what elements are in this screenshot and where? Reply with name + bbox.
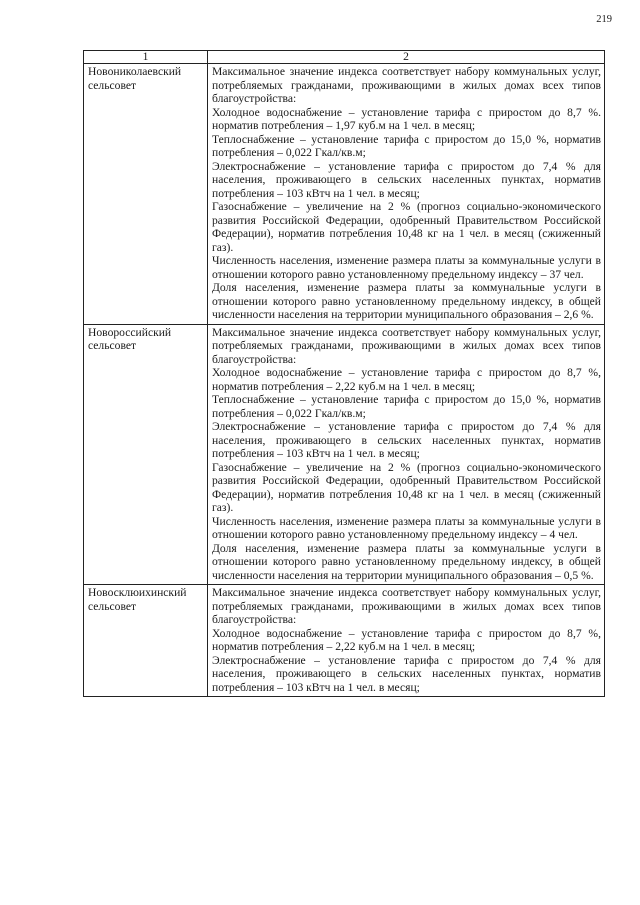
table-row [84, 64, 605, 325]
description-paragraph: Максимальное значение индекса соответствует набору коммунальных услуг, потребляемых гражданами, проживающими в жилых домах всех типов благоустройства: [212, 586, 601, 626]
description-paragraph: Доля населения, изменение размера платы за коммунальные услуги в отношении которого равно установленному предельному индексу, в общей численности населения на территории муниципального образования – 0,5 %. [212, 541, 601, 582]
description-paragraph: Максимальное значение индекса соответствует набору коммунальных услуг, потребляемых гражданами, проживающими в жилых домах всех типов благоустройства: [212, 325, 601, 366]
column-header-1: 1 [84, 51, 208, 64]
page-number: 219 [596, 14, 612, 25]
description-paragraph: Электроснабжение – установление тарифа с приростом до 7,4 % для населения, проживающего в сельских населенных пунктах, норматив потребления – 103 кВтч на 1 чел. в месяц; [212, 653, 601, 694]
description-paragraph: Холодное водоснабжение – установление тарифа с приростом до 8,7 %. норматив потребления – 1,97 куб.м на 1 чел. в месяц; [212, 105, 601, 132]
region-name-cell: Новосклюихинский сельсовет [84, 585, 208, 697]
description-paragraph: Холодное водоснабжение – установление тарифа с приростом до 8,7 %, норматив потребления – 2,22 куб.м на 1 чел. в месяц; [212, 366, 601, 393]
municipal-index-table [83, 50, 605, 697]
index-description-cell [208, 324, 605, 585]
table-row [84, 585, 605, 697]
description-paragraph: Газоснабжение – увеличение на 2 % (прогноз социально-экономического развития Российской Федерации, одобренный Правительством Российской Федерации), норматив потребления 10,48 кг на 1 чел. в месяц (сжиженный газ). [212, 200, 601, 254]
index-description-cell [208, 64, 605, 325]
description-paragraph: Теплоснабжение – установление тарифа с приростом до 15,0 %, норматив потребления – 0,022 Гкал/кв.м; [212, 132, 601, 159]
table-header-row [84, 51, 605, 64]
description-paragraph: Численность населения, изменение размера платы за коммунальные услуги в отношении которого равно установленному предельному индексу – 4 чел. [212, 514, 601, 541]
description-paragraph: Доля населения, изменение размера платы за коммунальные услуги в отношении которого равно установленному предельному индексу, в общей численности населения на территории муниципального образования – 2,6 %. [212, 281, 601, 321]
region-name-cell: Новороссийский сельсовет [84, 324, 208, 585]
table-row [84, 324, 605, 585]
description-paragraph: Электроснабжение – установление тарифа с приростом до 7,4 % для населения, проживающего в сельских населенных пунктах, норматив потребления – 103 кВтч на 1 чел. в месяц; [212, 159, 601, 200]
description-paragraph: Теплоснабжение – установление тарифа с приростом до 15,0 %, норматив потребления – 0,022 Гкал/кв.м; [212, 393, 601, 420]
description-paragraph: Электроснабжение – установление тарифа с приростом до 7,4 % для населения, проживающего в сельских населенных пунктах, норматив потребления – 103 кВтч на 1 чел. в месяц; [212, 420, 601, 460]
description-paragraph: Максимальное значение индекса соответствует набору коммунальных услуг, потребляемых гражданами, проживающими в жилых домах всех типов благоустройства: [212, 65, 601, 105]
description-paragraph: Численность населения, изменение размера платы за коммунальные услуги в отношении которого равно установленному предельному индексу – 37 чел. [212, 254, 601, 281]
description-paragraph: Холодное водоснабжение – установление тарифа с приростом до 8,7 %, норматив потребления – 2,22 куб.м на 1 чел. в месяц; [212, 626, 601, 653]
column-header-2: 2 [208, 51, 605, 64]
region-name-cell: Новониколаевский сельсовет [84, 64, 208, 325]
description-paragraph: Газоснабжение – увеличение на 2 % (прогноз социально-экономического развития Российской Федерации, одобренный Правительством Российской Федерации), норматив потребления 10,48 кг на 1 чел. в месяц (сжиженный газ). [212, 460, 601, 514]
index-description-cell [208, 585, 605, 697]
